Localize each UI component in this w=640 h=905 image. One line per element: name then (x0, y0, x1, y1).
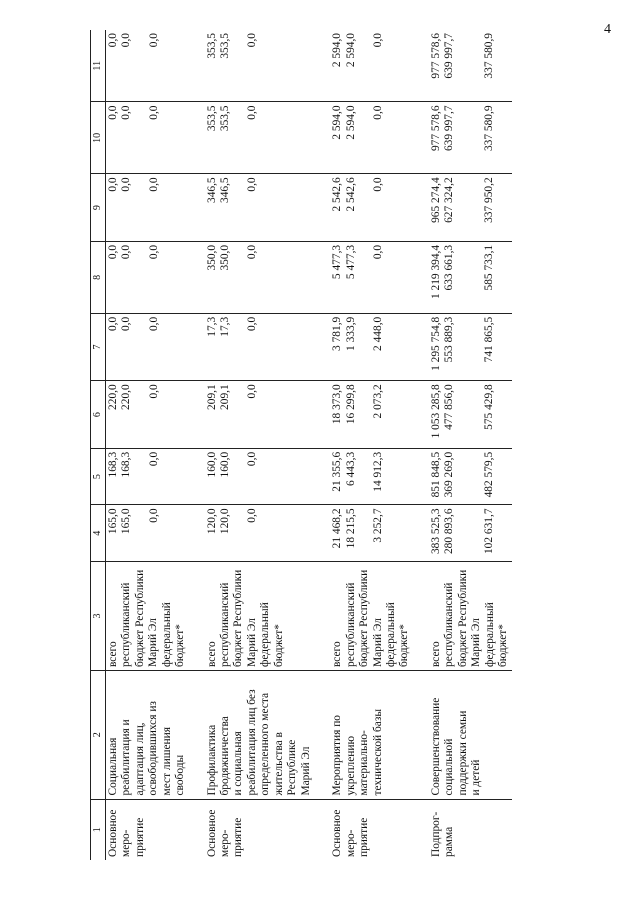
cell-line: федеральный (259, 602, 272, 667)
value-federal-budget: 337 580,9 (482, 105, 495, 152)
value-republic-budget: 168,3 (120, 451, 133, 478)
spacer-cell (413, 562, 429, 671)
value-cell (105, 174, 188, 242)
spacer-cell (413, 174, 429, 242)
cell-line: Мероприятия по (331, 715, 344, 796)
cell-line: всего (331, 641, 344, 667)
value-federal-budget: 0,0 (246, 451, 259, 467)
cell-line: и детей (470, 759, 483, 796)
cell-line: республиканский (344, 582, 357, 667)
value-federal-budget: 337 580,9 (482, 33, 495, 79)
cell-line: реабилитация и (120, 719, 133, 796)
column-number-10: 10 (91, 102, 106, 174)
value-federal-budget: 0,0 (147, 177, 160, 192)
value-federal-budget: 0,0 (246, 316, 259, 332)
spacer-cell (314, 799, 330, 860)
table-body (105, 30, 511, 860)
spacer-cell (189, 562, 205, 671)
spacer-cell (314, 381, 330, 449)
value-total: 346,5 (205, 177, 218, 203)
cell-line: республиканский (120, 582, 133, 667)
spacer-cell (189, 799, 205, 860)
value-total: 0,0 (106, 177, 119, 192)
cell-c3 (205, 562, 315, 671)
value-federal-budget: 0,0 (246, 33, 259, 48)
value-cell (205, 241, 315, 313)
value-cell (330, 448, 413, 505)
value-republic-budget: 6 443,3 (344, 451, 357, 486)
cell-line: бюджет Республики (232, 569, 245, 667)
value-cell (330, 102, 413, 174)
value-cell (429, 448, 512, 505)
cell-line: Основное (106, 809, 119, 857)
value-total: 220,0 (106, 384, 119, 410)
value-total: 18 373,0 (331, 384, 344, 425)
value-cell (429, 174, 512, 242)
spacer-cell (189, 505, 205, 562)
row-spacer (189, 30, 205, 860)
cell-line: приятие (232, 817, 245, 857)
column-number-4: 4 (91, 505, 106, 562)
value-republic-budget: 2 594,0 (344, 105, 357, 140)
column-number-11: 11 (91, 30, 106, 102)
cell-line: укреплению (344, 735, 357, 796)
value-total: 17,3 (205, 316, 218, 337)
value-republic-budget: 369 269,0 (443, 451, 456, 498)
value-total: 3 781,9 (331, 316, 344, 351)
value-republic-budget: 17,3 (218, 316, 231, 337)
cell-c3 (429, 562, 512, 671)
cell-c3 (330, 562, 413, 671)
value-republic-budget: 353,5 (218, 105, 231, 132)
cell-line: Подпрог- (429, 811, 442, 857)
cell-line: федеральный (483, 602, 496, 667)
cell-c3 (105, 562, 188, 671)
value-republic-budget: 346,5 (218, 177, 231, 203)
value-republic-budget: 280 893,6 (443, 508, 456, 555)
value-republic-budget: 627 324,2 (443, 177, 456, 223)
cell-line: поддержки семьи (456, 710, 469, 796)
value-republic-budget: 209,1 (218, 384, 231, 410)
value-republic-budget: 353,5 (218, 33, 231, 59)
value-republic-budget: 633 661,3 (443, 244, 456, 291)
cell-line: меро- (218, 829, 231, 857)
cell-line: Марий Эл (147, 618, 160, 667)
value-cell (205, 381, 315, 449)
column-number-row (91, 30, 106, 860)
cell-line: Совершенствование (429, 697, 442, 796)
value-federal-budget: 575 429,8 (482, 384, 495, 430)
value-federal-budget: 0,0 (246, 244, 259, 260)
value-republic-budget: 0,0 (120, 244, 133, 260)
value-cell (105, 448, 188, 505)
value-cell (429, 241, 512, 313)
value-federal-budget: 0,0 (372, 105, 385, 120)
cell-c2 (330, 671, 413, 800)
value-cell (429, 505, 512, 562)
value-total: 353,5 (205, 33, 218, 59)
cell-line: рамма (443, 826, 456, 857)
value-total: 165,0 (106, 508, 119, 535)
cell-line: меро- (120, 829, 133, 857)
value-total: 1 053 285,8 (429, 384, 442, 439)
column-number-9: 9 (91, 174, 106, 242)
value-federal-budget: 2 448,0 (372, 316, 385, 351)
cell-line: технической базы (371, 709, 384, 796)
row-spacer (413, 30, 429, 860)
cell-line: бюджет* (174, 624, 187, 667)
value-republic-budget: 639 997,7 (443, 33, 456, 79)
table-row (205, 30, 315, 860)
value-republic-budget: 350,0 (218, 244, 231, 271)
value-total: 5 477,3 (331, 244, 344, 280)
cell-c1 (330, 799, 413, 860)
cell-line: Основное (205, 809, 218, 857)
value-cell (429, 30, 512, 102)
value-federal-budget: 2 073,2 (372, 384, 385, 419)
spacer-cell (314, 174, 330, 242)
value-federal-budget: 0,0 (372, 177, 385, 192)
value-cell (105, 505, 188, 562)
cell-line: бродяжничества (218, 716, 231, 796)
cell-line: бюджет Республики (358, 569, 371, 667)
value-total: 965 274,4 (429, 177, 442, 223)
spacer-cell (314, 30, 330, 102)
value-republic-budget: 639 997,7 (443, 105, 456, 152)
value-republic-budget: 0,0 (120, 105, 133, 120)
value-total: 0,0 (106, 105, 119, 120)
spacer-cell (189, 448, 205, 505)
value-republic-budget: 477 856,0 (443, 384, 456, 430)
value-republic-budget: 2 542,6 (344, 177, 357, 212)
value-total: 120,0 (205, 508, 218, 535)
value-federal-budget: 102 631,7 (482, 508, 495, 555)
value-federal-budget: 0,0 (147, 384, 160, 399)
cell-line: Профилактика (205, 724, 218, 796)
cell-line: всего (429, 641, 442, 667)
value-total: 1 219 394,4 (429, 244, 442, 299)
value-total: 977 578,6 (429, 105, 442, 152)
value-federal-budget: 0,0 (147, 244, 160, 260)
spacer-cell (413, 799, 429, 860)
cell-line: определенного места (259, 692, 272, 796)
value-cell (429, 381, 512, 449)
value-total: 2 594,0 (331, 33, 344, 68)
value-cell (105, 241, 188, 313)
cell-c1 (429, 799, 512, 860)
spacer-cell (189, 381, 205, 449)
spacer-cell (314, 562, 330, 671)
value-cell (330, 241, 413, 313)
value-federal-budget: 0,0 (147, 33, 160, 48)
cell-line: материально- (358, 730, 371, 796)
cell-c1 (205, 799, 315, 860)
value-cell (205, 448, 315, 505)
column-number-1: 1 (91, 799, 106, 860)
cell-line: бюджет Республики (133, 569, 146, 667)
cell-line: Социальная (106, 737, 119, 796)
cell-line: свободы (174, 754, 187, 796)
value-federal-budget: 0,0 (147, 508, 160, 523)
value-cell (205, 313, 315, 381)
page-number: 4 (604, 22, 611, 37)
cell-line: всего (106, 641, 119, 667)
cell-line: и социальная (232, 731, 245, 796)
spacer-cell (314, 505, 330, 562)
cell-line: республиканский (443, 582, 456, 667)
column-number-5: 5 (91, 448, 106, 505)
value-total: 0,0 (106, 316, 119, 332)
value-total: 353,5 (205, 105, 218, 132)
value-total: 0,0 (106, 244, 119, 260)
value-cell (330, 505, 413, 562)
spacer-cell (314, 313, 330, 381)
column-number-7: 7 (91, 313, 106, 381)
value-total: 977 578,6 (429, 33, 442, 79)
cell-line: бюджет Республики (456, 569, 469, 667)
column-number-2: 2 (91, 671, 106, 800)
spacer-cell (314, 671, 330, 800)
spacer-cell (314, 448, 330, 505)
spacer-cell (413, 381, 429, 449)
rotated-table-container (90, 30, 550, 860)
spacer-cell (189, 174, 205, 242)
value-federal-budget: 14 912,3 (372, 451, 385, 492)
value-republic-budget: 5 477,3 (344, 244, 357, 280)
value-total: 350,0 (205, 244, 218, 271)
value-cell (105, 381, 188, 449)
value-total: 2 542,6 (331, 177, 344, 212)
cell-line: Марий Эл (371, 618, 384, 667)
spacer-cell (413, 241, 429, 313)
cell-line: федеральный (384, 602, 397, 667)
cell-line: приятие (358, 817, 371, 857)
value-cell (205, 174, 315, 242)
column-number-3: 3 (91, 562, 106, 671)
value-republic-budget: 160,0 (218, 451, 231, 478)
spacer-cell (413, 671, 429, 800)
value-republic-budget: 553 889,3 (443, 316, 456, 363)
cell-line: республиканский (218, 582, 231, 667)
budget-table (90, 30, 512, 860)
value-cell (105, 102, 188, 174)
cell-line: мест лишения (160, 727, 173, 796)
spacer-cell (189, 102, 205, 174)
value-total: 209,1 (205, 384, 218, 410)
value-republic-budget: 16 299,8 (344, 384, 357, 425)
value-cell (429, 313, 512, 381)
value-federal-budget: 0,0 (246, 508, 259, 523)
value-cell (205, 30, 315, 102)
value-republic-budget: 120,0 (218, 508, 231, 535)
spacer-cell (413, 102, 429, 174)
value-total: 383 525,3 (429, 508, 442, 555)
value-total: 2 594,0 (331, 105, 344, 140)
value-cell (205, 505, 315, 562)
cell-c2 (429, 671, 512, 800)
value-federal-budget: 0,0 (246, 384, 259, 399)
spacer-cell (413, 313, 429, 381)
cell-c1 (105, 799, 188, 860)
cell-line: адаптация лиц, (133, 722, 146, 796)
value-federal-budget: 482 579,5 (482, 451, 495, 498)
value-federal-budget: 741 865,5 (482, 316, 495, 363)
column-number-8: 8 (91, 241, 106, 313)
value-cell (330, 313, 413, 381)
cell-line: реабилитация лиц без (245, 689, 258, 796)
value-total: 0,0 (106, 33, 119, 48)
value-federal-budget: 0,0 (147, 451, 160, 467)
spacer-cell (314, 241, 330, 313)
value-federal-budget: 337 950,2 (482, 177, 495, 223)
spacer-cell (189, 241, 205, 313)
value-federal-budget: 0,0 (246, 105, 259, 120)
cell-line: бюджет* (398, 624, 411, 667)
cell-line: Основное (331, 809, 344, 857)
cell-line: Республике (286, 739, 299, 796)
value-total: 21 355,6 (331, 451, 344, 492)
value-republic-budget: 0,0 (120, 316, 133, 332)
table-row (105, 30, 188, 860)
column-number-6: 6 (91, 381, 106, 449)
value-cell (205, 102, 315, 174)
cell-line: приятие (133, 817, 146, 857)
value-republic-budget: 18 215,5 (344, 508, 357, 549)
row-spacer (314, 30, 330, 860)
cell-line: бюджет* (497, 624, 510, 667)
value-republic-budget: 0,0 (120, 33, 133, 48)
value-federal-budget: 0,0 (372, 244, 385, 260)
value-cell (330, 30, 413, 102)
value-republic-budget: 2 594,0 (344, 33, 357, 68)
value-cell (330, 381, 413, 449)
value-federal-budget: 0,0 (147, 105, 160, 120)
cell-line: Марий Эл (299, 746, 312, 796)
value-federal-budget: 3 252,7 (372, 508, 385, 543)
value-federal-budget: 0,0 (372, 33, 385, 48)
value-cell (429, 102, 512, 174)
cell-line: Марий Эл (245, 618, 258, 667)
value-cell (105, 313, 188, 381)
spacer-cell (189, 30, 205, 102)
cell-line: меро- (344, 829, 357, 857)
value-total: 160,0 (205, 451, 218, 478)
cell-c2 (205, 671, 315, 800)
spacer-cell (413, 30, 429, 102)
cell-line: социальной (443, 738, 456, 796)
value-federal-budget: 0,0 (246, 177, 259, 192)
value-total: 21 468,2 (331, 508, 344, 549)
cell-line: бюджет* (272, 624, 285, 667)
spacer-cell (413, 448, 429, 505)
value-total: 1 295 754,8 (429, 316, 442, 371)
spacer-cell (189, 671, 205, 800)
value-federal-budget: 0,0 (147, 316, 160, 332)
cell-c2 (105, 671, 188, 800)
cell-line: жительства в (272, 732, 285, 796)
value-republic-budget: 1 333,9 (344, 316, 357, 351)
value-federal-budget: 585 733,1 (482, 244, 495, 291)
value-republic-budget: 165,0 (120, 508, 133, 535)
value-total: 851 848,5 (429, 451, 442, 498)
value-republic-budget: 220,0 (120, 384, 133, 410)
cell-line: освободившихся из (147, 701, 160, 796)
spacer-cell (189, 313, 205, 381)
value-republic-budget: 0,0 (120, 177, 133, 192)
spacer-cell (413, 505, 429, 562)
cell-line: всего (205, 641, 218, 667)
value-total: 168,3 (106, 451, 119, 478)
table-row (330, 30, 413, 860)
cell-line: федеральный (160, 602, 173, 667)
spacer-cell (314, 102, 330, 174)
value-cell (330, 174, 413, 242)
cell-line: Марий Эл (470, 618, 483, 667)
table-row (429, 30, 512, 860)
value-cell (105, 30, 188, 102)
